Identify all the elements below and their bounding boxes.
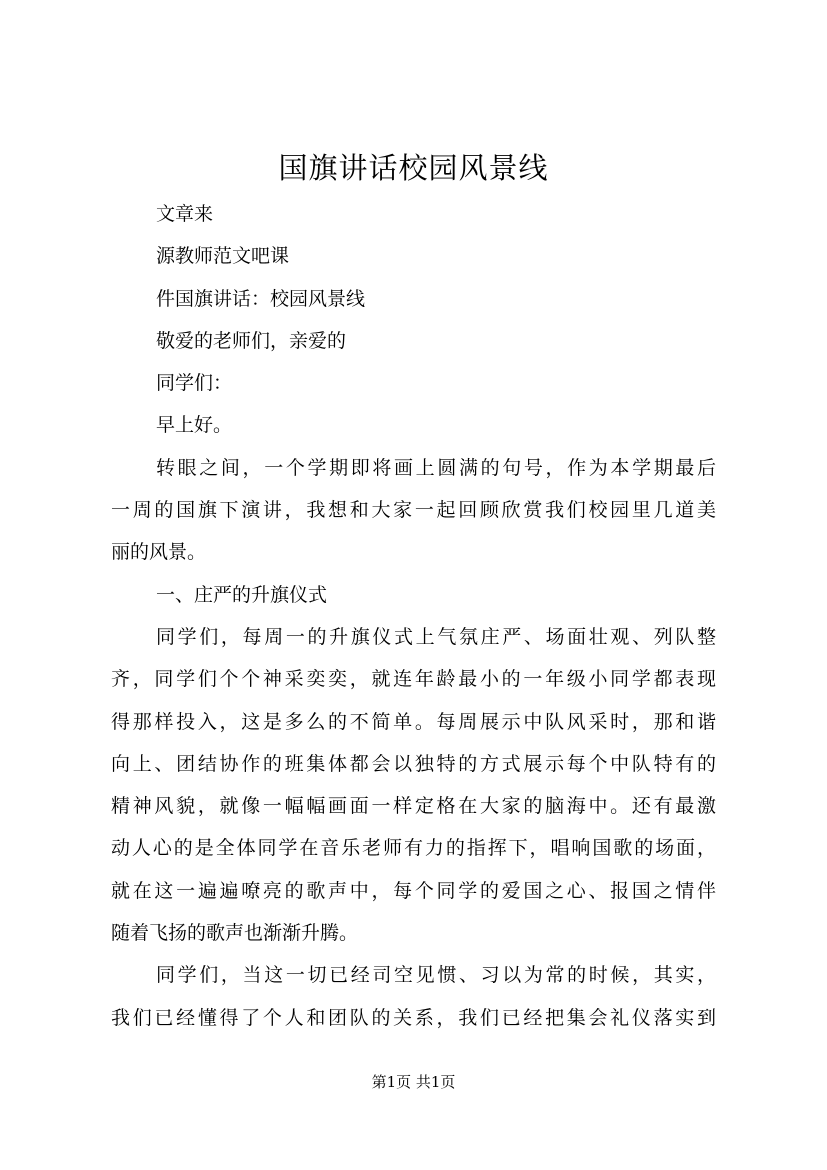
text-line: 同学们，当这一切已经司空见惯、习以为常的时候，其实， xyxy=(156,964,716,987)
text-line: 早上好。 xyxy=(156,414,233,437)
text-line: 向上、团结协作的班集体都会以独特的方式展示每个中队特有的 xyxy=(111,752,716,775)
text-line: 齐，同学们个个神采奕奕，就连年龄最小的一年级小同学都表现 xyxy=(111,668,716,691)
text-line: 动人心的是全体同学在音乐老师有力的指挥下，唱响国歌的场面， xyxy=(111,837,716,860)
text-line: 就在这一遍遍嘹亮的歌声中，每个同学的爱国之心、报国之情伴 xyxy=(111,879,716,902)
text-line: 转眼之间，一个学期即将画上圆满的句号，作为本学期最后 xyxy=(156,456,716,479)
text-line: 得那样投入，这是多么的不简单。每周展示中队风采时，那和谐 xyxy=(111,710,716,733)
text-line: 文章来 xyxy=(156,203,214,225)
document-body xyxy=(111,193,716,1039)
text-line: 我们已经懂得了个人和团队的关系，我们已经把集会礼仪落实到 xyxy=(111,1006,716,1029)
document-title: 国旗讲话校园风景线 xyxy=(278,151,549,185)
text-line: 随着飞扬的歌声也渐渐升腾。 xyxy=(111,922,359,945)
text-line: 源教师范文吧课 xyxy=(156,245,290,268)
text-line: 一周的国旗下演讲，我想和大家一起回顾欣赏我们校园里几道美 xyxy=(111,499,716,522)
text-line: 敬爱的老师们，亲爱的 xyxy=(156,329,347,352)
text-line: 同学们： xyxy=(156,372,233,395)
text-line: 精神风貌，就像一幅幅画面一样定格在大家的脑海中。还有最激 xyxy=(111,795,716,818)
text-line: 件国旗讲话：校园风景线 xyxy=(156,287,366,310)
text-line: 丽的风景。 xyxy=(111,541,207,564)
text-line: 一、庄严的升旗仪式 xyxy=(156,583,328,606)
text-line: 同学们，每周一的升旗仪式上气氛庄严、场面壮观、列队整 xyxy=(156,625,716,648)
page-footer: 第1页 共1页 xyxy=(371,1073,456,1091)
